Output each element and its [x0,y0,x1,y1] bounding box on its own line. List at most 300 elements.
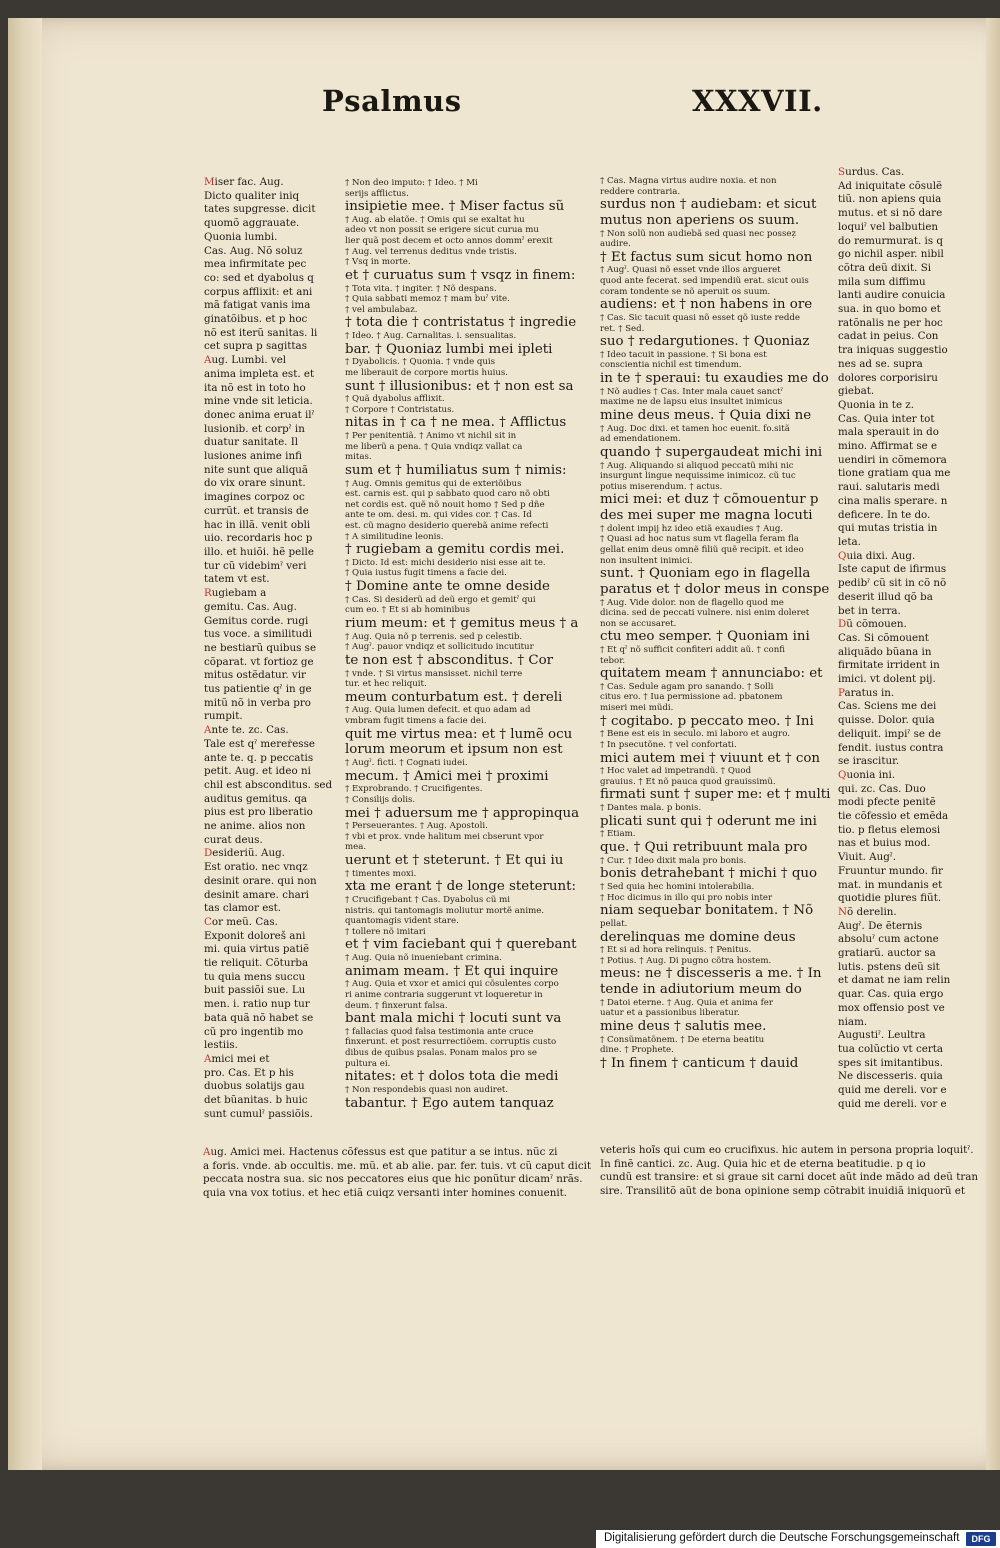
text-line: in te † speraui: tu exaudies me do [600,371,829,387]
text-line: miseri mei mũdi. [600,703,674,714]
text-line: † Aug. Omnis gemitus qui de exteriõibus [345,478,522,489]
text-line: cina malis sperare. n [838,494,948,507]
text-line: Cas. Aug. Nõ soluz [204,244,303,257]
text-line: auditus gemitus. qa [204,792,308,805]
page-gutter-shadow [8,18,42,1470]
text-line: Ante te. zc. Cas. [204,724,289,737]
text-line: lorum meorum et ipsum non est [345,742,563,758]
text-line: illo. et huiõi. hẽ pelle [204,545,314,558]
text-line: † Consũmatõnem. † De eterna beatitu [600,1034,765,1045]
text-line: se irascitur. [838,755,900,768]
left-gloss-column [204,176,333,1122]
text-line: quid me dereli. vor e [838,1084,947,1097]
text-line: nitates: et † dolos tota die medi [345,1069,559,1085]
text-line: maxime ne de lapsu eius insultet inimicus [600,397,783,408]
text-line: hac in illã. venit obli [204,518,311,531]
text-line: mei † aduersum me † appropinqua [345,805,580,821]
text-line: † In psecutõne. † vel confortati. [600,739,737,750]
text-line: cet supra p sagittas [204,340,307,353]
text-line: † Dicto. Id est: michi desiderio nisi esse ait te. [345,557,546,568]
text-line: tus voce. a similitudi [204,628,313,641]
text-line: Fruuntur mundo. fir [838,864,943,877]
text-line: mila sum diffimu [838,275,926,288]
text-line: me liberauit de corpore mortis huius. [345,367,509,378]
text-line: ctu meo semper. † Quoniam ini [600,629,810,645]
text-line: anima impleta est. et [204,367,315,380]
text-line: Nõ derelin. [838,905,897,918]
text-line: audire. [600,239,631,250]
text-line: animam meam. † Et qui inquire [345,963,559,979]
text-line: firmati sunt † super me: et † multi [600,787,831,803]
text-line: tie reliquit. Cõturba [204,957,309,970]
text-line: uendiri in cõmemora [838,453,947,466]
text-line: curat deus. [204,833,263,846]
text-line: duobus solatijs gau [204,1080,305,1093]
text-line: † Et si ad hora relinquis. † Penitus. [600,945,752,956]
text-line: † Non respondebis quasi non audiret. [345,1084,509,1095]
text-line: Iste caput de ifirmus [838,563,947,576]
text-line: tus patientie qˀ in ge [204,683,312,696]
text-line: bata quã nõ habet se [204,1011,314,1024]
running-head-number: XXXVII. [692,84,823,118]
text-line: Tale est qˀ mereṙesse [204,737,315,750]
text-line: dolores corporisiru [838,371,938,384]
text-line: mitas. [345,452,372,463]
text-line: † Augˀ. Quasi nõ esset vnde illos argueret [600,265,781,276]
text-line: lutis. pstens deũ sit [838,960,940,973]
text-line: net cordis est. quẽ nõ nouit homo † Sed p dñe [345,499,545,510]
text-line: que. † Qui retribuunt mala pro [600,840,808,856]
text-line: † Aug. Doc dixi. et tamen hoc euenit. fo.sitã [600,423,790,434]
text-line: quantomagis vident stare. [345,916,459,927]
text-line: † Hoc dicimus in illo qui pro nobis inter [600,892,773,903]
text-line: † Aug. Quia nõ inueniebant crimina. [345,953,502,964]
text-line: do remurmurat. is q [838,234,943,247]
text-line: mici autem mei † viuunt et † con [600,750,821,766]
text-line: niam. [838,1015,868,1028]
text-line: chil est absconditus. sed [204,778,333,791]
text-line: † Augˀ. ficti. † Cognati iudei. [345,758,468,769]
text-line: quar. Cas. quia ergo [838,988,944,1001]
bottom-gloss-left [203,1146,592,1200]
text-line: † Dantes mala. p bonis. [600,803,702,814]
text-line: pius est pro liberatio [204,806,313,819]
text-line: cum eo. † Et si ab hominibus [345,605,470,616]
text-line: imici. vt dolent pij. [838,673,936,686]
text-line: † Bene est eis in seculo. mi laboro et augro. [600,729,791,740]
running-head-psalmus: Psalmus [322,84,462,118]
text-line: citus ero. † Iua permissione ad. pbatonem [600,692,783,703]
text-line: lanti audire conuicia [838,289,946,302]
text-line: serijs afflictus. [345,188,409,199]
text-line: Desideriũ. Aug. [204,847,285,860]
text-line: insipietie mee. † Miser factus sũ [345,199,565,215]
text-line: † vbi et prox. vnde halitum mei cbserunt vpor [345,831,544,842]
text-line: deficere. In te do. [838,508,931,521]
text-line: † rugiebam a gemitu cordis mei. [345,542,565,558]
text-line: Miser fac. Aug. [204,176,284,188]
text-line: Est oratio. nec vnqz [204,861,308,874]
text-line: mã fatigat vanis ima [204,299,311,312]
text-line: tebor. [600,655,626,666]
text-line: Ne discesseris. quia [838,1070,943,1083]
main-text-column-right [600,176,831,1072]
text-line: Dicto qualiter iniq [204,189,300,202]
text-line: † Augˀ. pauor vndiqz et sollicitudo incutitur [345,642,534,653]
text-line: sunt cumulˀ passiõis. [204,1107,313,1120]
text-line: † Quia sabbati memoz † mam buˀ vite. [345,294,510,305]
text-line: meum conturbatum est. † dereli [345,689,563,705]
text-line: paratus et † dolor meus in conspe [600,581,830,597]
text-line: bant mala michi † locuti sunt va [345,1011,562,1027]
text-line: aliquãdo bũana in [838,645,932,658]
text-line: leta. [838,535,861,548]
text-line: Cor meũ. Cas. [204,915,278,928]
text-line: rium meum: et † gemitus meus † a [345,615,579,631]
text-line: quid me dereli. vor e [838,1097,947,1110]
text-line: Cas. Sciens me dei [838,700,937,713]
text-line: veteris hoĩs qui cum eo crucifixus. hic autem in persona propria loquitˀ. [600,1144,974,1156]
text-line: † Sed quia hec homini intolerabilia. [600,882,755,893]
text-line: pultura ei. [345,1058,391,1069]
text-line: uio. recordaris hoc p [204,532,313,545]
text-line: ne bestiarũ quibus se [204,641,317,654]
text-line: † Crucifigebant † Cas. Dyabolus cũ mi [345,895,511,905]
text-line: loquiˀ vel balbutien [838,220,939,233]
text-line: † fallacias quod falsa testimonia ante cruce [345,1026,534,1037]
text-line: quit me virtus mea: et † lumẽ ocu [345,726,573,742]
text-line: † Cur. † Ideo dixit mala pro bonis. [600,855,747,866]
text-line: mitus ostẽdatur. vir [204,669,306,682]
text-line: † Corpore † Contristatus. [345,404,455,415]
text-line: tas clamor est. [204,902,281,915]
text-line: † Cas. Magna virtus audire noxia. et non [600,176,777,186]
text-line: lier quã post decem et octo annos dommˀ erexit [345,236,553,247]
text-line: † cogitabo. p peccato meo. † Ini [600,713,814,729]
text-line: mine vnde sit leticia. [204,395,313,408]
text-line: cundũ est transire: et si graue sit carni docet aũt inde mãdo ad deũ tran [600,1171,979,1184]
text-line: quitatem meam † annunciabo: et [600,666,823,682]
text-line: sum et † humiliatus sum † nimis: [345,462,567,478]
text-line: tu quia mens succu [204,970,306,983]
text-line: conscientia nichil est timendum. [600,360,742,371]
text-line: donec anima eruat ilˀ [204,408,315,421]
page-fore-edge [986,18,1000,1470]
text-line: † In finem † canticum † dauid [600,1055,799,1071]
text-line: uerunt et † steterunt. † Et qui iu [345,853,564,868]
text-line: vmbram fugit timens a facie dei. [345,716,487,727]
text-line: † Ideo. † Aug. Carnalitas. i. sensualitas. [345,331,517,342]
text-line: tur cũ videbimˀ veri [204,559,307,572]
text-line: lusiones anime infi [204,450,302,463]
main-text-column-left [345,178,580,1111]
text-line: Cas. Si cõmouent [838,631,929,644]
text-line: mea. [345,842,367,853]
text-line: Quonia in te z. [838,398,915,411]
text-line: lestiis. [204,1039,238,1052]
text-line: † A similitudine leonis. [345,531,444,542]
text-line: Ad iniquitate cõsulẽ [838,179,943,192]
text-line: † tollere nõ imitari [345,926,426,937]
text-line: tione gratiam qua me [838,467,951,480]
text-line: mala sperauit in do [838,426,939,439]
text-line: coram tondente se nõ aperuit os suum. [600,286,771,297]
text-line: grauius. † Et nõ pauca quod grauissimũ. [600,776,776,787]
text-line: ret. † Sed. [600,323,645,334]
text-line: est. cũ magno desiderio querebã anime refecti [345,520,549,531]
text-line: † Per penitentiã. † Animo vt nichil sit in [345,431,517,442]
dfg-logo: DFG [966,1532,996,1546]
text-line: † Tota vita. † ingiter. † Nõ despans. [345,283,497,294]
text-line: † Quasi ad hoc natus sum vt flagella feram fla [600,534,799,545]
text-line: ri anime contraria suggerunt vt loqueretur in [345,989,543,1000]
text-line: mine deus † salutis mee. [600,1019,767,1034]
text-line: spes sit imitantibus. [838,1056,943,1069]
text-line: nas et buius mod. [838,837,931,850]
text-line: † Aug. Quia nõ p terrenis. sed p celestib. [345,631,523,642]
text-line: finxerunt. et post resurrectiõem. corruptis custo [345,1037,557,1048]
text-line: nitas in † ca † ne mea. † Afflictus [345,415,567,431]
text-line: nite sunt que aliquã [204,463,309,476]
text-line: imagines corpoz oc [204,491,305,504]
text-line: † Cas. Sedule agam pro sanando. † Solli [600,681,774,692]
text-line: ita nõ est in toto ho [204,381,306,394]
text-line: corpus afflixit: et ani [204,285,313,298]
text-line: me liberũ a pena. † Quia vndiqz vallat ca [345,441,523,452]
text-line: † Datoi eterne. † Aug. Quia et anima fer [600,997,773,1008]
text-line: gellat enim deus omnẽ filiũ quẽ recipit. et ideo [600,544,804,555]
text-line: dicina. sed de peccati vulnere. nisi enim doleret [600,608,810,619]
text-line: mici mei: et duz † cõmouentur p [600,492,819,508]
text-line: Surdus. Cas. [838,166,905,178]
text-line: te non est † absconditus. † Cor [345,652,554,668]
text-line: † Consilijs dolis. [345,794,416,805]
text-line: xta me erant † de longe steterunt: [345,879,577,895]
text-line: † Dyabolicis. † Quonia. † vnde quis [345,357,496,368]
text-line: nõ est iterũ sanitas. li [204,326,318,339]
text-line: deliquit. impiˀ se de [838,727,941,740]
text-line: derelinquas me domine deus [600,929,796,945]
text-line: nistris. qui tantomagis moliutur mortẽ anime. [345,905,545,916]
text-line: lusionib. et corpˀ in [204,422,305,435]
text-line: mine deus meus. † Quia dixi ne [600,407,812,423]
text-line: meus: ne † discesseris a me. † In [600,966,822,982]
text-line: Amici mei et [204,1053,270,1065]
text-line: † tota die † contristatus † ingredie [345,315,577,331]
text-line: men. i. ratio nup tur [204,998,310,1011]
text-line: tatem vt est. [204,573,270,586]
text-line: Gemitus corde. rugi [204,614,309,627]
text-line: Viuit. Augˀ. [838,851,896,864]
text-line: Dũ cõmouen. [838,618,907,631]
text-line: tio. p fletus elemosi [838,823,941,836]
text-line: † Domine ante te omne deside [345,579,550,595]
text-line: quando † supergaudeat michi ini [600,444,823,460]
text-line: † vnde. † Si virtus mansisset. nichil terre [345,668,523,679]
text-line: mi. quia virtus patiẽ [204,943,310,956]
text-line: † Nõ audies † Cas. Inter mala cauet sanctˀ [600,386,783,397]
text-line: † Quia iustus fugit timens a facie dei. [345,568,507,579]
text-line: † Aug. Vide dolor. non de flagello quod me [600,597,784,608]
text-line: † Non deo imputo: † Ideo. † Mi [345,178,478,188]
text-line: fendit. iustus contra [838,741,944,754]
text-line: † Aug. vel terrenus deditus vnde tristis. [345,246,517,257]
text-line: Augustiˀ. Leultra [838,1029,926,1042]
text-line: non se accusaret. [600,618,677,629]
text-line: ginatõibus. et p hoc [204,313,308,326]
text-line: tra iniquas suggestio [838,344,948,357]
text-line: duatur sanitate. Il [204,436,299,449]
text-line: peccata nostra sua. sic nos peccatores eius que hic ponũtur dicamˀ nrãs. [203,1173,583,1186]
text-line: buit passiõi sue. Lu [204,984,306,997]
text-line: tiũ. non apiens quia [838,193,942,206]
text-line: pro. Cas. Et p his [204,1066,294,1079]
text-line: cõparat. vt fortioz ge [204,655,314,668]
text-line: nes ad se. supra [838,357,923,370]
text-line: † Cas. Si desiderũ ad deũ ergo et gemitˀ qui [345,594,536,605]
text-line: † Perseuerantes. † Aug. Apostoli. [345,821,488,832]
text-line: cũ pro ingentib mo [204,1025,304,1038]
text-line: † Hoc valet ad impetrandũ. † Quod [600,766,752,777]
text-line: ante te. q. p peccatis [204,751,314,764]
text-line: mox offensio post ve [838,1001,945,1014]
text-line: quod ante fecerat. sed impendiũ erat. sicut ouis [600,276,809,287]
text-line: † timentes moxi. [345,868,417,879]
text-line: † Exprobrando. † Crucifigentes. [345,784,483,795]
text-line: est. carnis est. qui p sabbato quod caro nõ obti [345,489,550,500]
text-line: † Cas. Sic tacuit quasi nõ esset qõ iuste redde [600,312,800,323]
text-line: det bũanitas. b huic [204,1094,308,1107]
text-line: cadat in peius. Con [838,330,939,343]
text-line: niam sequebar bonitatem. † Nõ [600,903,814,919]
text-line: Exponit doloreš ani [204,929,306,942]
text-line: mat. in mundanis et [838,878,943,891]
text-line: firmitate irrident in [838,659,940,672]
text-line: Aug. Amici mei. Hactenus cõfessus est que patitur a se intus. nũc zi [203,1146,558,1158]
text-line: currũt. et transis de [204,504,309,517]
text-line: tende in adiutorium meum do [600,982,802,998]
text-line: desinit orare. qui non [204,874,317,887]
text-line: Quonia lumbi. [204,230,278,243]
text-line: raui. salutaris medi [838,481,940,494]
text-line: † Aug. Aliquando si aliquod peccatũ mihi nic [600,460,794,471]
text-line: des mei super me magna locuti [600,508,813,524]
text-line: deserit illud qõ ba [838,590,933,603]
text-line: suo † redargutiones. † Quoniaz [600,334,810,350]
text-line: audiens: et † non habens in ore [600,297,813,313]
text-line: co: sed et dyabolus q [204,271,314,284]
text-line: bet in terra. [838,604,901,617]
text-line: tur. et hec reliquit. [345,679,427,690]
text-line: † Ideo tacuit in passione. † Si bona est [600,349,767,360]
text-line: tie cõfessio et emẽda [838,810,949,823]
text-line: go nichil asper. nibil [838,248,944,261]
text-line: et damat ne iam relin [838,974,951,987]
text-line: mitũ nõ in verba pro [204,696,311,709]
text-line: † Et qˀ nõ sufficit confiteri addit aũ. † confi [600,644,785,655]
text-line: bar. † Quoniaz lumbi mei ipleti [345,341,553,357]
text-line: sua. in quo bomo et [838,303,941,316]
text-line: † Etiam. [600,829,636,840]
text-line: Paratus in. [838,686,895,699]
text-line: gratiarũ. auctor sa [838,947,936,960]
text-line: ne anime. alios non [204,820,306,833]
text-line: reddere contraria. [600,186,681,197]
text-line: bonis detrahebant † michi † quo [600,866,818,882]
text-line: Augˀ. De ẽternis [838,919,923,932]
text-line: tates supgresse. dicit [204,203,316,216]
right-gloss-column [838,166,951,1112]
text-line: a foris. vnde. ab occultis. me. mũ. et ab alie. par. fer. tuis. vt cũ caput dicit [203,1159,592,1172]
text-line: petit. Aug. et ideo ni [204,765,311,778]
text-line: tua colũctio vt certa [838,1043,944,1055]
text-line: sire. Transilitõ aũt de bona opinione semp cõtrabit inuidiã iniquorũ et [600,1184,965,1197]
text-line: non insultent inimici. [600,555,693,566]
text-line: In finẽ cantici. zc. Aug. Quia hic et de eterna beatitudie. p q io [600,1157,926,1170]
text-line: † Vsq in morte. [345,257,411,268]
text-line: mino. Affirmat se e [838,440,938,453]
text-line: quia vna vox totius. et hec etiã cuiqz versanti inter homines conuenit. [203,1186,568,1199]
text-line: potius miserendum. † actus. [600,481,723,492]
text-line: ad emendationem. [600,434,681,445]
text-line: do vix orare sinunt. [204,477,306,490]
text-line: † Aug. Quia et vxor et amici qui cõsulentes corpo [345,979,559,990]
text-line: Quonia ini. [838,768,896,781]
text-line: † Et factus sum sicut homo non [600,249,813,265]
text-line: Cas. Quia inter tot [838,412,935,425]
text-line: adeo vt non possit se erigere sicut curua mu [345,225,539,236]
text-line: surdus non † audiebam: et sicut [600,197,817,213]
text-line: rumpit. [204,710,243,723]
text-line: † Aug. ab elatõe. † Omis qui se exaltat hu [345,214,525,225]
text-line: modi pfecte penitẽ [838,796,936,809]
text-line: † vel ambulabaz. [345,304,418,315]
text-line: ratõnalis ne per hoc [838,316,943,329]
text-line: et † vim faciebant qui † querebant [345,937,577,953]
text-line: † Quã dyabolus afflixit. [345,394,445,405]
text-line: et † curuatus sum † vsqz in finem: [345,267,576,283]
text-line: sunt † illusionibus: et † non est sa [345,378,574,394]
text-line: Aug. Lumbi. vel [204,354,287,367]
text-line: desinit amare. chari [204,888,309,901]
text-line: tabantur. † Ego autem tanquaz [345,1095,554,1111]
text-line: quotidie plures fiũt. [838,892,942,905]
text-line: dine. † Prophete. [600,1045,674,1056]
text-line: quisse. Dolor. quia [838,714,935,727]
footer-credit-text: Digitalisierung gefördert durch die Deutsche Forschungsgemeinschaft [604,1532,960,1544]
text-line: deum. † finxerunt falsa. [345,1000,448,1011]
text-line: qui. zc. Cas. Duo [838,782,926,795]
text-line: pellat. [600,918,628,929]
text-line: uatur et a passionibus liberatur. [600,1008,740,1019]
text-line: Quia dixi. Aug. [838,549,916,562]
text-line: dibus de quibus psalas. Ponam malos pro se [345,1048,537,1059]
text-line: plicati sunt qui † oderunt me ini [600,813,817,829]
text-line: mutus. et si nõ dare [838,207,943,220]
text-line: giebat. [838,385,875,398]
text-line: pedibˀ cũ sit in cõ nõ [838,577,947,590]
text-line: qui mutas tristia in [838,522,938,535]
text-line: † Potius. † Aug. Di pugno cõtra hostem. [600,955,772,966]
text-line: mutus non aperiens os suum. [600,212,800,228]
text-line: mecum. † Amici mei † proximi [345,768,549,784]
text-line: mea infirmitate pec [204,258,307,271]
text-line: † Non solũ non audiebã sed quasi nec posseẓ [600,228,796,239]
text-line: sunt. † Quoniam ego in flagella [600,566,811,582]
text-line: insurgunt lingue nequissime inimicoz. cũ tuc [600,471,796,482]
text-line: Rugiebam a [204,587,267,600]
text-line: † Aug. Quia lumen defecit. et quo adam ad [345,705,531,716]
